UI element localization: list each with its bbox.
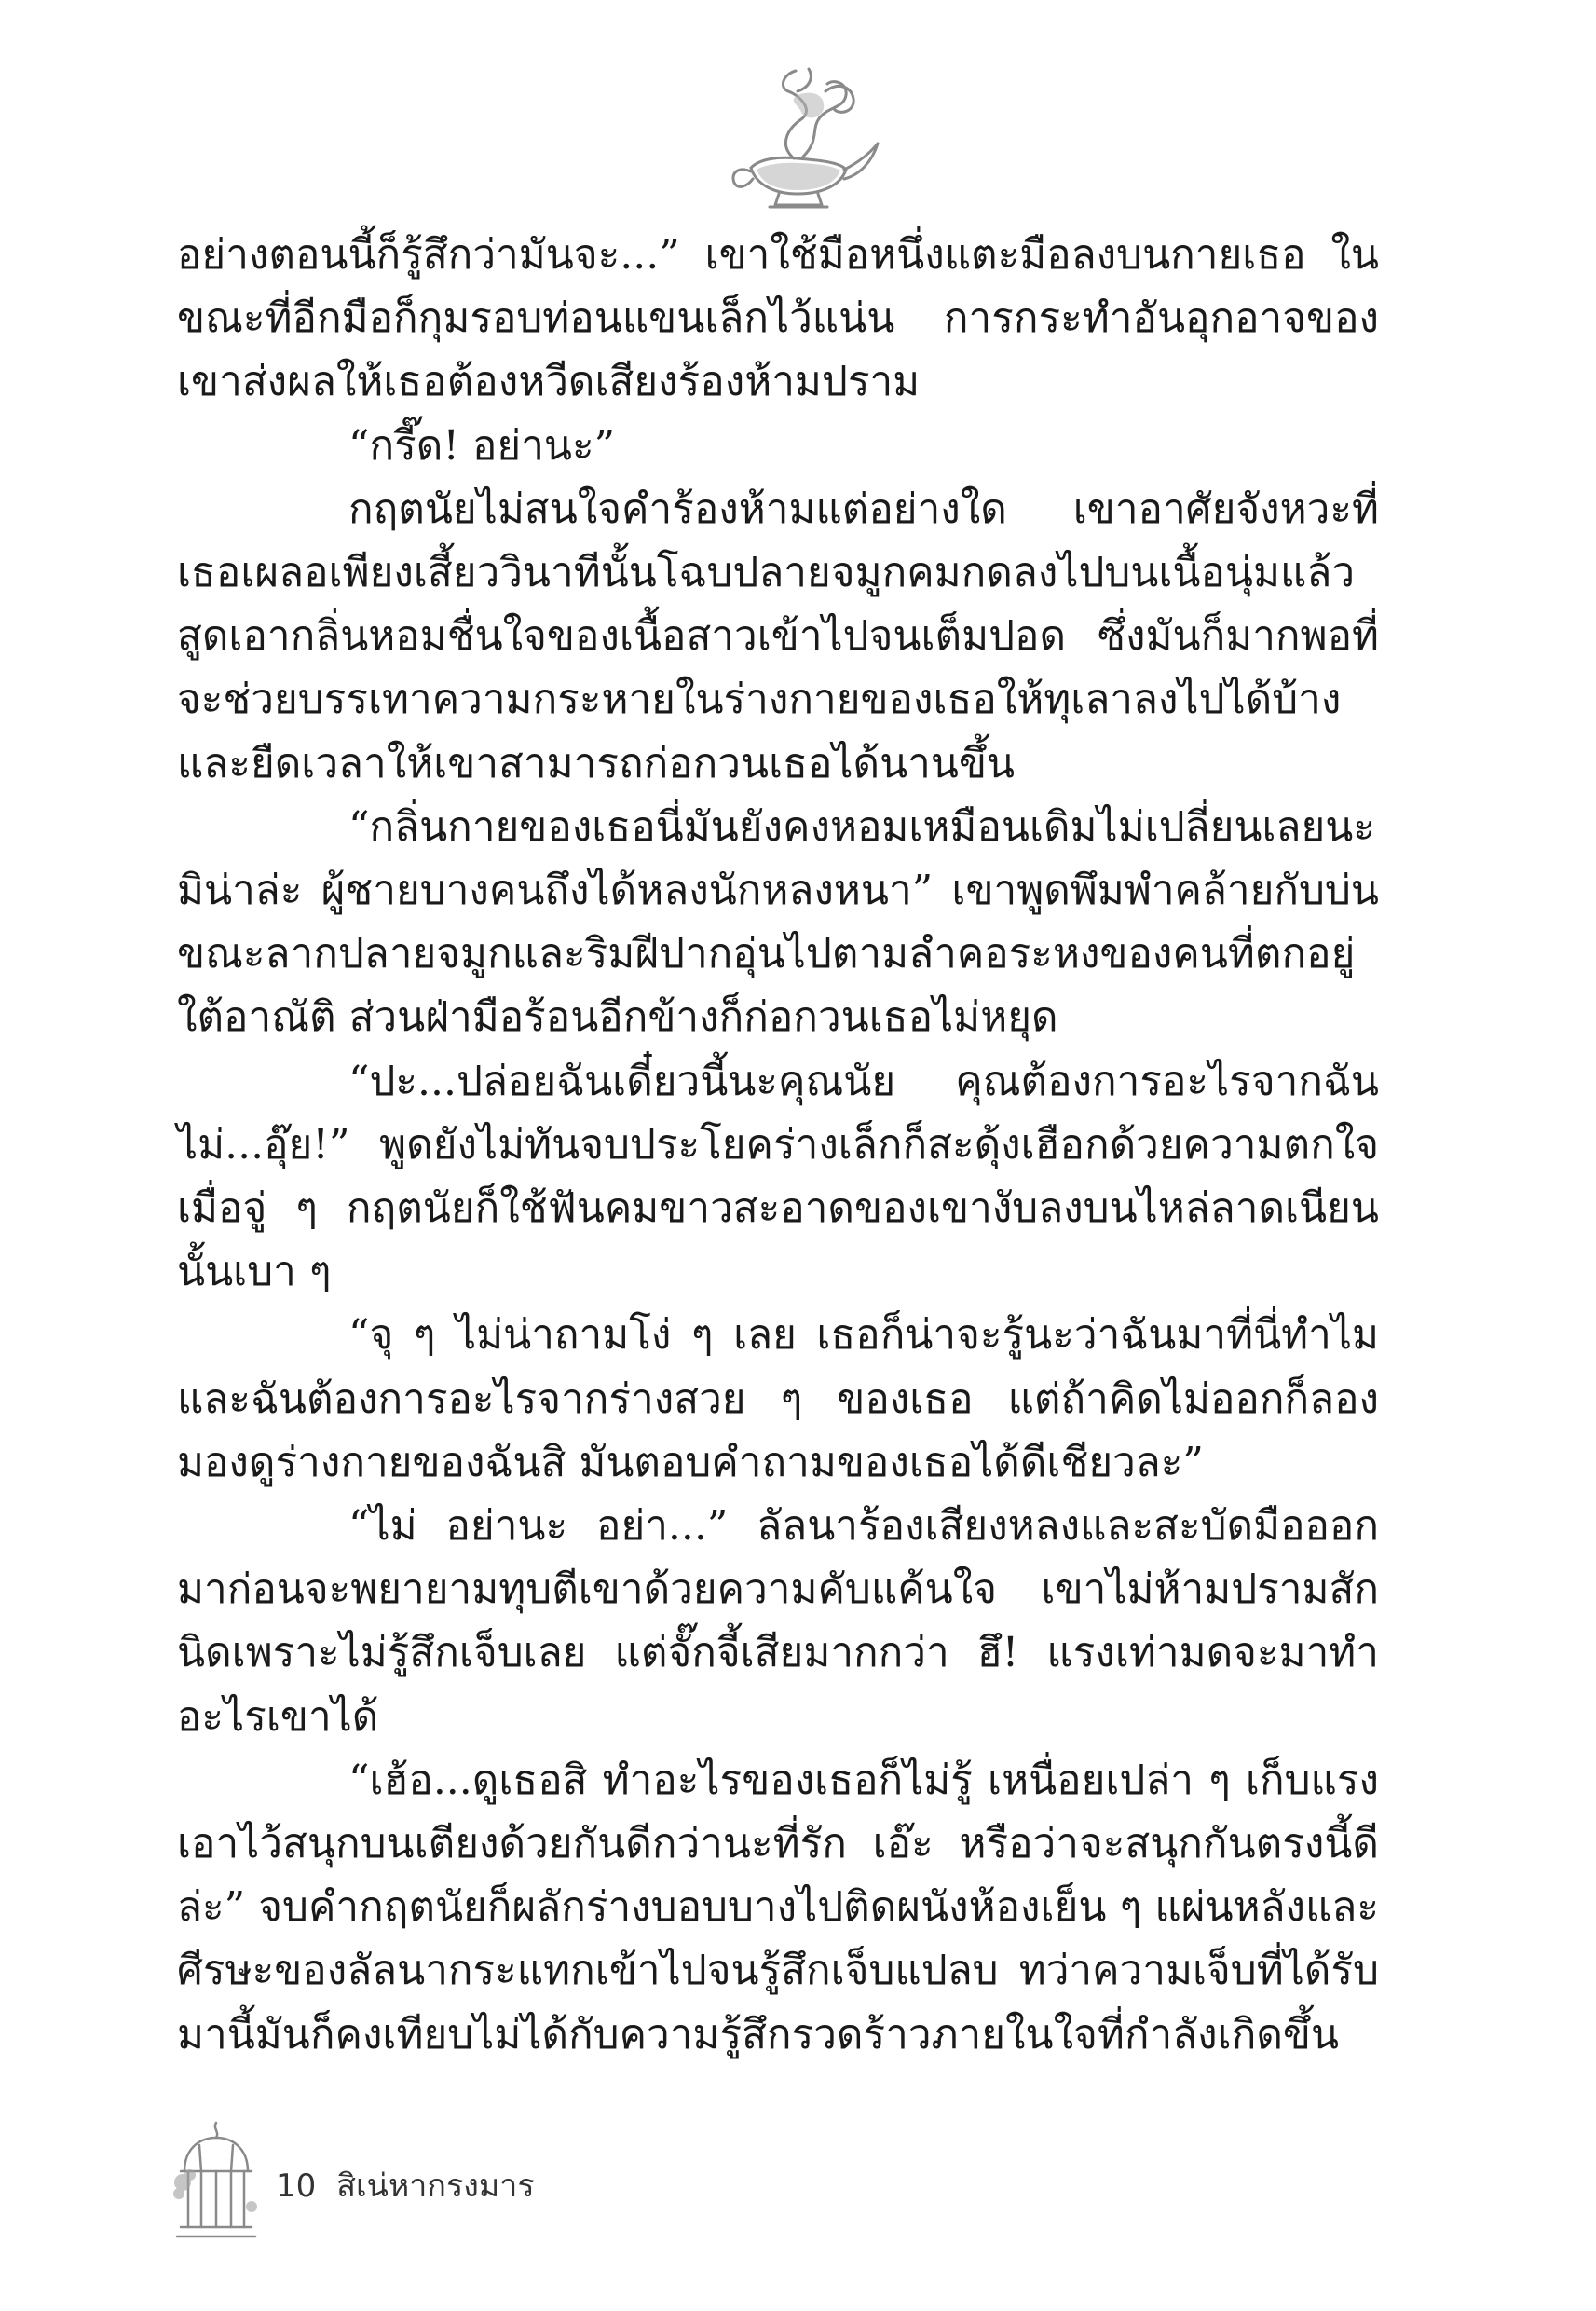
genie-lamp-icon — [704, 54, 891, 217]
page-footer — [166, 2117, 725, 2248]
page-number: 10 — [276, 2167, 317, 2205]
paragraph: “จุ ๆ ไม่น่าถามโง่ ๆ เลย เธอก็น่าจะรู้นะว่าฉันมาที่นี่ทำไม และฉันต้องการอะไรจากร่างสวย ๆ ของเธอ แต่ถ้าคิดไม่ออกก็ลองมองดูร่างกายของฉันสิ มันตอบคำถามของเธอได้ดีเชียวละ” — [177, 1311, 1379, 1486]
paragraph: “เฮ้อ...ดูเธอสิ ทำอะไรของเธอก็ไม่รู้ เหนื่อยเปล่า ๆ เก็บแรงเอาไว้สนุกบนเตียงด้วยกันดีกว่านะที่รัก เอ๊ะ หรือว่าจะสนุกกันตรงนี้ดีล่ะ” จบคำกฤตนัยก็ผลักร่างบอบบางไปติดผนังห้องเย็น ๆ แผ่นหลังและศีรษะของลัลนากระแทกเข้าไปจนรู้สึกเจ็บแปลบ ทว่าความเจ็บที่ได้รับมานี้มันก็คงเทียบไม่ได้กับความรู้สึกรวดร้าวภายในใจที่กำลังเกิดขึ้น — [177, 1756, 1379, 2058]
paragraph: “ปะ...ปล่อยฉันเดี๋ยวนี้นะคุณนัย คุณต้องการอะไรจากฉัน ไม่...อุ๊ย!” พูดยังไม่ทันจบประโยคร่างเล็กก็สะดุ้งเฮือกด้วยความตกใจ เมื่อจู่ ๆ กฤตนัยก็ใช้ฟันคมขาวสะอาดของเขางับลงบนไหล่ลาดเนียนนั้นเบา ๆ — [177, 1057, 1379, 1296]
paragraph: “ไม่ อย่านะ อย่า...” ลัลนาร้องเสียงหลงและสะบัดมือออกมาก่อนจะพยายามทุบตีเขาด้วยความคับแค้นใจ เขาไม่ห้ามปรามสักนิดเพราะไม่รู้สึกเจ็บเลย แต่จั๊กจี้เสียมากกว่า ฮึ! แรงเท่ามดจะมาทำอะไรเขาได้ — [177, 1502, 1379, 1741]
paragraph: อย่างตอนนี้ก็รู้สึกว่ามันจะ...” เขาใช้มือหนึ่งแตะมือลงบนกายเธอ ในขณะที่อีกมือก็กุมรอบท่อนแขนเล็กไว้แน่น การกระทำอันอุกอาจของเขาส่งผลให้เธอต้องหวีดเสียงร้องห้ามปราม — [177, 231, 1379, 406]
footer-caption — [276, 2160, 535, 2210]
birdcage-icon — [166, 2117, 266, 2248]
story-body — [177, 224, 1379, 2067]
paragraph: กฤตนัยไม่สนใจคำร้องห้ามแต่อย่างใด เขาอาศัยจังหวะที่เธอเผลอเพียงเสี้ยววินาทีนั้นโฉบปลายจมูกคมกดลงไปบนเนื้อนุ่มแล้วสูดเอากลิ่นหอมชื่นใจของเนื้อสาวเข้าไปจนเต็มปอด ซึ่งมันก็มากพอที่จะช่วยบรรเทาความกระหายในร่างกายของเธอให้ทุเลาลงไปได้บ้าง และยืดเวลาให้เขาสามารถก่อกวนเธอได้นานขึ้น — [177, 485, 1379, 787]
book-title: สิเน่หากรงมาร — [336, 2167, 535, 2205]
paragraph: “กลิ่นกายของเธอนี่มันยังคงหอมเหมือนเดิมไม่เปลี่ยนเลยนะมิน่าล่ะ ผู้ชายบางคนถึงได้หลงนักหลงหนา” เขาพูดพึมพำคล้ายกับบ่นขณะลากปลายจมูกและริมฝีปากอุ่นไปตามลำคอระหงของคนที่ตกอยู่ใต้อาณัติ ส่วนฝ่ามือร้อนอีกข้างก็ก่อกวนเธอไม่หยุด — [177, 802, 1379, 1042]
paragraph: “กรี๊ด! อย่านะ” — [348, 421, 616, 470]
